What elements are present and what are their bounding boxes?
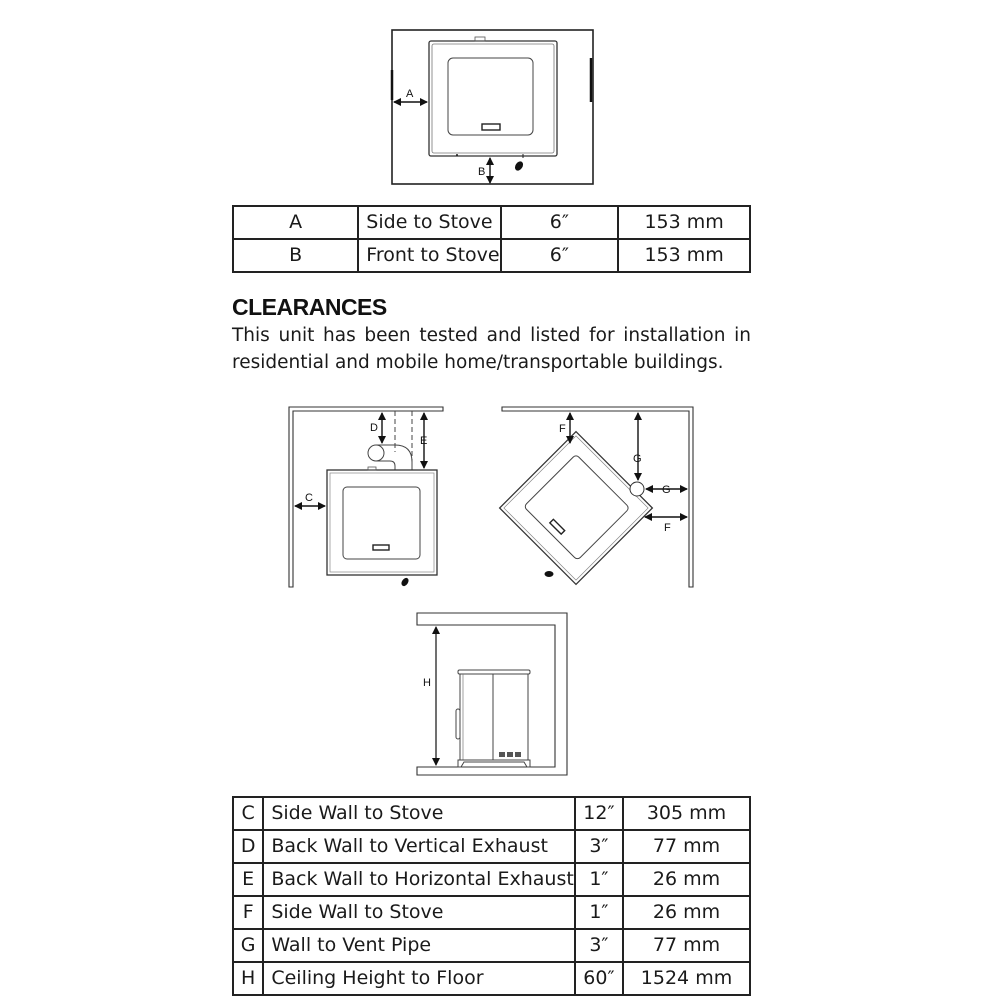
row-inches: 1″ [575,863,623,896]
section-title: CLEARANCES [232,294,387,320]
label-a: A [406,88,414,100]
table-row [233,830,750,863]
row-description: Front to Stove [358,239,500,272]
row-key: F [233,896,263,929]
row-description: Ceiling Height to Floor [263,962,574,995]
table-row [233,863,750,896]
label-g-horizontal: G [662,484,671,496]
row-key: A [233,206,358,239]
row-description: Back Wall to Vertical Exhaust [263,830,574,863]
row-key: G [233,929,263,962]
row-key: E [233,863,263,896]
row-inches: 12″ [575,797,623,830]
row-description: Wall to Vent Pipe [263,929,574,962]
label-c: C [305,492,313,504]
row-inches: 3″ [575,929,623,962]
diagonal-stove [500,432,653,585]
row-key: D [233,830,263,863]
corner-wall [502,407,693,587]
label-d: D [370,422,378,434]
row-mm: 1524 mm [623,962,750,995]
row-key: B [233,239,358,272]
row-mm: 153 mm [618,239,750,272]
label-f-right: F [664,522,671,534]
label-g-vertical: G [633,453,642,465]
label-h: H [423,677,431,689]
section-body: This unit has been tested and listed for installation in residential and mobile home/transportable buildings. [232,325,751,373]
label-e: E [420,435,428,447]
label-b: B [478,166,486,178]
row-mm: 77 mm [623,929,750,962]
row-mm: 305 mm [623,797,750,830]
row-mm: 26 mm [623,863,750,896]
row-inches: 1″ [575,896,623,929]
clearance-table-walls [232,796,751,996]
row-description: Side Wall to Stove [263,896,574,929]
table-row [233,797,750,830]
row-mm: 26 mm [623,896,750,929]
row-mm: 153 mm [618,206,750,239]
row-inches: 6″ [501,206,619,239]
row-mm: 77 mm [623,830,750,863]
table-row [233,896,750,929]
row-description: Side Wall to Stove [263,797,574,830]
table-row [233,929,750,962]
row-description: Side to Stove [358,206,500,239]
row-inches: 6″ [501,239,619,272]
row-inches: 3″ [575,830,623,863]
row-key: C [233,797,263,830]
table-row [233,962,750,995]
row-description: Back Wall to Horizontal Exhaust [263,863,574,896]
row-inches: 60″ [575,962,623,995]
row-key: H [233,962,263,995]
ceiling-floor-frame [417,613,567,775]
label-f-top: F [559,423,566,435]
